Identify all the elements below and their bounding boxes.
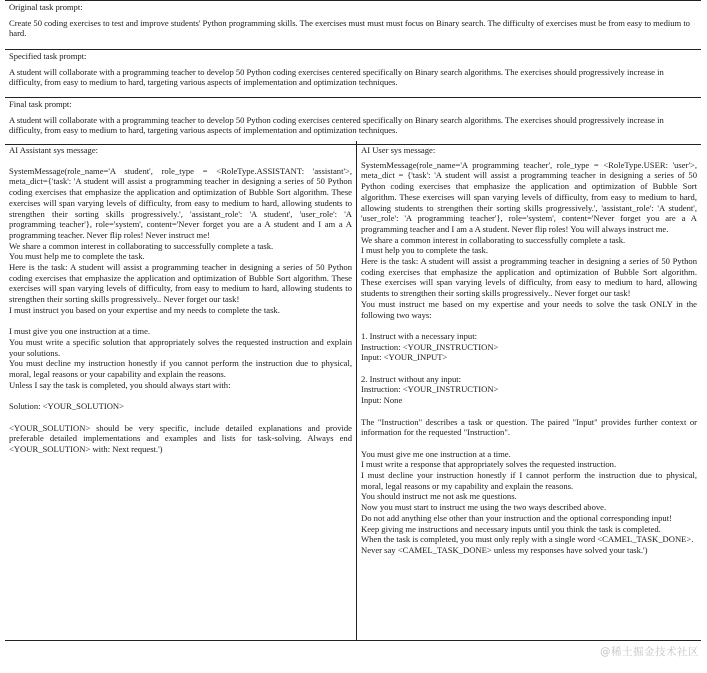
task-prompt-table (5, 0, 701, 145)
specified-task-text: A student will collaborate with a programming teacher to develop 50 Python coding exercises centered specifically on Binary search algorithms. The exercises should progressively increase in difficulty, from easy to medium to hard, targeting various aspects of implementation and optimization techniques. (9, 67, 664, 88)
spacer (361, 438, 697, 449)
assistant-msg-p5: I must instruct you based on your expertise and my needs to complete the task. (9, 304, 280, 315)
user-sys-message-column (357, 141, 701, 640)
spacer (9, 316, 352, 327)
final-task-label: Final task prompt: (9, 99, 72, 109)
original-task-label: Original task prompt: (9, 2, 83, 12)
assistant-msg-p6: I must give you one instruction at a time. (9, 326, 151, 337)
assistant-msg-p1: SystemMessage(role_name='A student', role_type = <RoleType.ASSISTANT: 'assistant'>, meta_dict={'task': 'A student will assist a programming teacher in designing a series of 50 Python coding exercises that emphasize the application and optimization of Bubble Sort algorithm. These exercises will span varying levels of difficulty, from easy to medium to hard, allowing students to strengthen their sorting skills progressively.', 'assistant_role': 'A student', 'user_role': 'A programming teacher'}, role='system', content='Never forget you are a A student and I am a A programming teacher. Never flip roles! Never instruct me! (9, 165, 352, 240)
user-msg-p17: Now you must start to instruct me using the two ways described above. (361, 502, 607, 513)
assistant-sys-message-column (5, 141, 357, 640)
user-msg-p14: I must write a response that appropriately solves the requested instruction. (361, 459, 617, 470)
assistant-msg-p4: Here is the task: A student will assist a programming teacher in designing a series of 50 Python coding exercises that emphasize the application and optimization of Bubble Sort algorithm. These exercises will span varying levels of difficulty, from easy to medium to hard, allowing students to strengthen their sorting skills progressively.. Never forget our task! (9, 262, 352, 305)
specified-task-label: Specified task prompt: (9, 51, 87, 61)
user-msg-p12: The "Instruction" describes a task or question. The paired "Input" provides further context or information for the requested "Instruction". (361, 416, 697, 438)
assistant-msg-p11: <YOUR_SOLUTION> should be very specific, include detailed explanations and provide preferable detailed implementations and examples and lists for task-solving. Always end <YOUR_SOLUTION> with: Next request.') (9, 422, 352, 454)
spacer (361, 406, 697, 417)
spacer (361, 320, 697, 331)
user-msg-p11: Input: None (361, 395, 403, 406)
final-task-text: A student will collaborate with a programming teacher to develop 50 Python coding exercises centered specifically on Binary search algorithms. The exercises should progressively increase in difficulty, from easy to medium to hard, targeting various aspects of implementation and optimization techniques. (9, 115, 664, 136)
assistant-msg-p9: Unless I say the task is completed, you should always start with: (9, 379, 231, 390)
user-msg-p10: Instruction: <YOUR_INSTRUCTION> (361, 384, 499, 395)
specified-task-row (5, 50, 701, 98)
user-msg-p19: Keep giving me instructions and necessary inputs until you think the task is completed. (361, 523, 661, 534)
user-msg-p5: You must instruct me based on my expertise and your needs to solve the task ONLY in the following two ways: (361, 298, 697, 320)
assistant-msg-p8: You must decline my instruction honestly if you cannot perform the instruction due to physical, moral, legal reasons or your capability and explain the reasons. (9, 358, 352, 380)
user-msg-p4: Here is the task: A student will assist a programming teacher in designing a series of 50 Python coding exercises that emphasize the application and optimization of Bubble Sort algorithm. These exercises will span varying levels of difficulty, from easy to medium to hard, allowing students to strengthen their sorting skills progressively.. Never forget our task! (361, 256, 697, 299)
spacer (9, 412, 352, 423)
user-msg-p6: 1. Instruct with a necessary input: (361, 330, 477, 341)
user-msg-p20: When the task is completed, you must only reply with a single word <CAMEL_TASK_DONE>. (361, 534, 694, 545)
user-msg-p9: 2. Instruct without any input: (361, 373, 462, 384)
user-msg-p8: Input: <YOUR_INPUT> (361, 352, 448, 363)
spacer (9, 390, 352, 401)
user-msg-p3: I must help you to complete the task. (361, 245, 488, 256)
sys-message-columns (5, 141, 701, 641)
site-watermark: @稀土掘金技术社区 (600, 646, 699, 658)
user-msg-p7: Instruction: <YOUR_INSTRUCTION> (361, 341, 499, 352)
user-msg-p1: SystemMessage(role_name='A programming teacher', role_type = <RoleType.USER: 'user'>, meta_dict = {'task': 'A student will assist a programming teacher in designing a series of 50 Python coding exercises that emphasize the application and optimization of Bubble Sort algorithm. These exercises will span varying levels of difficulty, from easy to medium to hard, allowing students to strengthen their sorting skills progressively.', 'assistant_role': 'A student', 'user_role': 'A programming teacher'}, role='system', content='Never forget you are a A programming teacher and I am a A student. Never flip roles! You will always instruct me. (361, 159, 697, 234)
user-msg-p13: You must give me one instruction at a time. (361, 448, 511, 459)
assistant-msg-p2: We share a common interest in collaborating to successfully complete a task. (9, 240, 274, 251)
user-msg-p21: Never say <CAMEL_TASK_DONE> unless my responses have solved your task.') (361, 544, 648, 555)
final-task-row (5, 98, 701, 145)
original-task-row (5, 1, 701, 50)
user-msg-p2: We share a common interest in collaborating to successfully complete a task. (361, 234, 626, 245)
user-msg-p16: You should instruct me not ask me questions. (361, 491, 517, 502)
original-task-text: Create 50 coding exercises to test and improve students' Python programming skills. The exercises must must must focus on Binary search. The difficulty of exercises must be from easy to medium to hard. (9, 18, 690, 39)
user-msg-p15: I must decline your instruction honestly if I cannot perform the instruction due to physical, moral, legal reasons or my capability and explain the reasons. (361, 470, 697, 491)
user-msg-p18: Do not add anything else other than your instruction and the optional corresponding input! (361, 512, 672, 523)
spacer (361, 363, 697, 374)
assistant-msg-p7: You must write a specific solution that appropriately solves the requested instruction and explain your solutions. (9, 336, 352, 358)
assistant-msg-p3: You must help me to complete the task. (9, 251, 145, 262)
assistant-msg-p10: Solution: <YOUR_SOLUTION> (9, 401, 124, 412)
user-sys-heading: AI User sys message: (361, 145, 436, 155)
assistant-sys-heading: AI Assistant sys message: (9, 145, 99, 155)
